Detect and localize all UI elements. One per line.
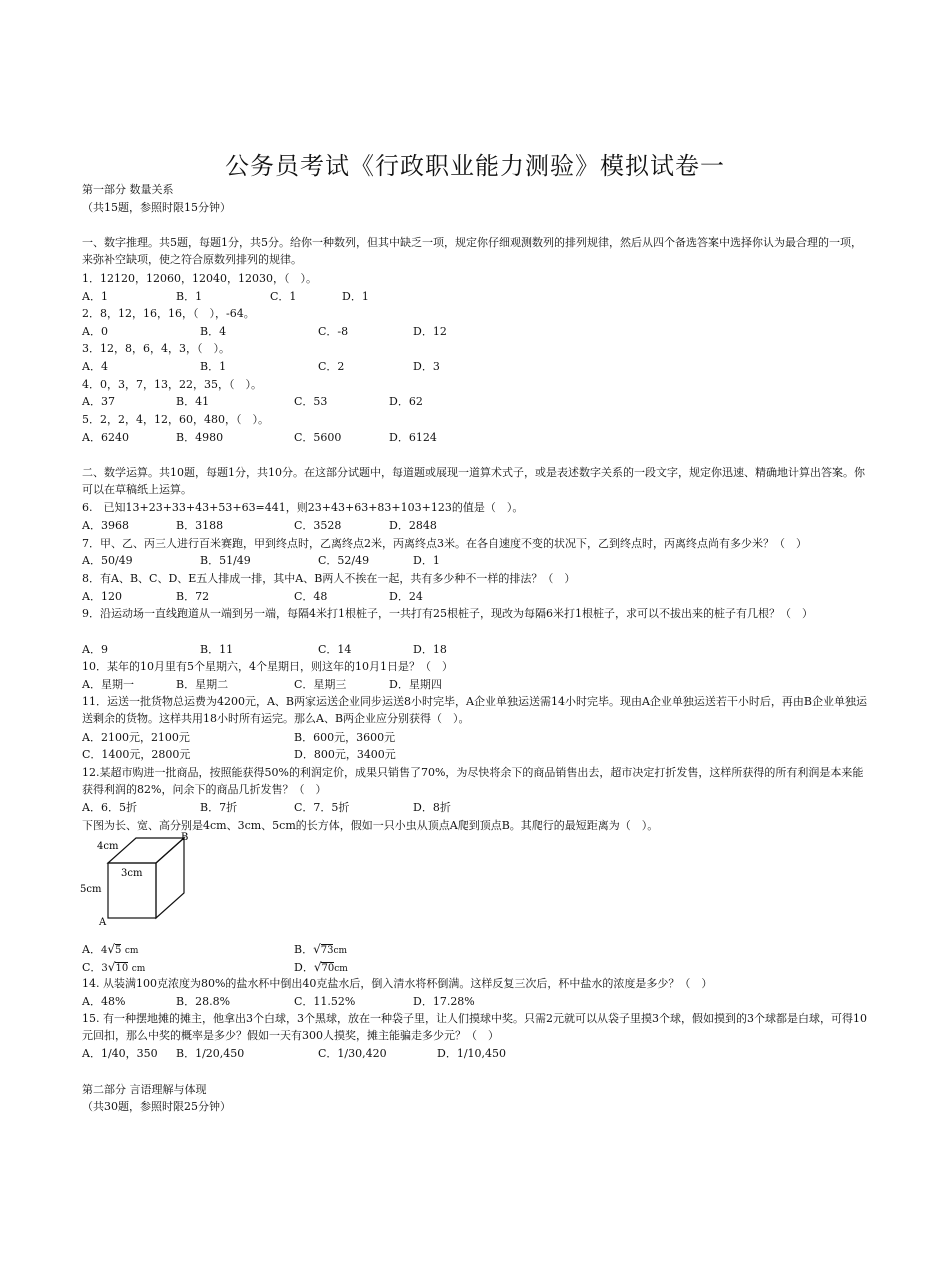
q6-option-a: A．3968 bbox=[82, 519, 129, 532]
q13-option-c-radicand: 10 bbox=[115, 963, 129, 974]
q15-option-b: B．1/20,450 bbox=[176, 1047, 245, 1060]
q8-option-b: B．72 bbox=[176, 590, 210, 603]
question-9: 9．沿运动场一直线跑道从一端到另一端，每隔4米打1根桩子，一共打有25根桩子，现改为每隔6米打1根桩子，求可以不拔出来的桩子有几根？（ ） bbox=[82, 607, 813, 620]
q2-option-c: C．-8 bbox=[318, 325, 349, 338]
question-14: 14. 从装满100克浓度为80%的盐水杯中倒出40克盐水后，倒入清水将杯倒满。这样反复三次后，杯中盐水的浓度是多少？（ ） bbox=[82, 977, 713, 990]
q1-option-a: A．1 bbox=[82, 290, 108, 303]
page-title: 公务员考试《行政职业能力测验》模拟试卷一 bbox=[225, 152, 725, 180]
part2-note: （共30题，参照时限25分钟） bbox=[82, 1100, 231, 1113]
q9-option-a: A．9 bbox=[82, 643, 108, 656]
part1-note: （共15题，参照时限15分钟） bbox=[82, 201, 231, 214]
q4-option-c: C．53 bbox=[294, 395, 328, 408]
q3-option-c: C．2 bbox=[318, 360, 345, 373]
q7-option-b: B．51/49 bbox=[200, 554, 251, 567]
q7-option-d: D．1 bbox=[413, 554, 440, 567]
q8-option-c: C．48 bbox=[294, 590, 328, 603]
q3-option-a: A．4 bbox=[82, 360, 108, 373]
q14-option-b: B．28.8% bbox=[176, 995, 231, 1008]
question-13: 下图为长、宽、高分别是4cm、3cm、5cm的长方体，假如一只小虫从顶点A爬到顶点B。其爬行的最短距离为（ ）。 bbox=[82, 819, 659, 832]
q9-option-c: C．14 bbox=[318, 643, 352, 656]
q14-option-c: C．11.52% bbox=[294, 995, 356, 1008]
q13-option-c-prefix: C． bbox=[82, 961, 102, 974]
q13-option-a-radicand: 5 bbox=[114, 945, 122, 956]
q13-option-a-coef: 4 bbox=[100, 945, 108, 956]
q13-option-a-prefix: A． bbox=[82, 943, 101, 956]
section2-intro: 二、数学运算。共10题，每题1分，共10分。在这部分试题中，每道题或展现一道算术式子，或是表述数字关系的一段文字，规定你迅速、精确地计算出答案。你可以在草稿纸上运算。 bbox=[82, 466, 865, 496]
label-width: 3cm bbox=[121, 868, 143, 879]
q10-option-b: B．星期二 bbox=[176, 678, 229, 691]
q14-option-a: A．48% bbox=[82, 995, 126, 1008]
q5-option-c: C．5600 bbox=[294, 431, 342, 444]
question-10: 10．某年的10月里有5个星期六，4个星期日，则这年的10月1日是？（ ） bbox=[82, 660, 453, 673]
q4-option-a: A．37 bbox=[82, 395, 115, 408]
part2-heading: 第二部分 言语理解与体现 bbox=[82, 1083, 207, 1096]
cuboid-diagram bbox=[80, 830, 192, 926]
q14-option-d: D．17.28% bbox=[413, 995, 475, 1008]
q13-option-b-radicand: 73 bbox=[320, 945, 334, 956]
question-3: 3．12，8，6，4，3，（ ）。 bbox=[82, 342, 230, 355]
q12-option-a: A．6．5折 bbox=[82, 801, 137, 814]
sqrt-icon: √ bbox=[107, 942, 115, 956]
q1-option-d: D．1 bbox=[342, 290, 369, 303]
q6-option-b: B．3188 bbox=[176, 519, 224, 532]
q7-option-a: A．50/49 bbox=[82, 554, 133, 567]
q3-option-d: D．3 bbox=[413, 360, 440, 373]
q13-option-b-unit: cm bbox=[333, 946, 348, 956]
vertex-b-label: B bbox=[181, 832, 189, 843]
q12-option-b: B．7折 bbox=[200, 801, 238, 814]
q13-option-a-unit: cm bbox=[124, 946, 139, 956]
q12-option-d: D．8折 bbox=[413, 801, 451, 814]
q8-option-d: D．24 bbox=[389, 590, 423, 603]
q13-option-b bbox=[294, 941, 347, 960]
label-height: 5cm bbox=[80, 884, 102, 895]
q13-option-b-prefix: B． bbox=[294, 943, 314, 956]
q10-option-a: A．星期一 bbox=[82, 678, 134, 691]
sqrt-icon: √ bbox=[313, 960, 322, 974]
q12-option-c: C．7．5折 bbox=[294, 801, 350, 814]
sqrt-icon: √ bbox=[107, 960, 116, 974]
question-5: 5．2，2，4，12，60，480，（ ）。 bbox=[82, 413, 269, 426]
cuboid-side-face bbox=[156, 838, 184, 918]
q5-option-d: D．6124 bbox=[389, 431, 437, 444]
part1-heading: 第一部分 数量关系 bbox=[82, 183, 174, 196]
q13-option-c-coef: 3 bbox=[101, 963, 108, 974]
cuboid-top-face bbox=[108, 838, 184, 863]
question-7: 7．甲、乙、丙三人进行百米赛跑，甲到终点时，乙离终点2米，丙离终点3米。在各自速度不变的状况下，乙到终点时，丙离终点尚有多少米？（ ） bbox=[82, 537, 807, 550]
q13-option-d-unit: cm bbox=[334, 964, 348, 974]
q2-option-a: A．0 bbox=[82, 325, 108, 338]
q13-option-d-prefix: D． bbox=[294, 961, 314, 974]
q4-option-d: D．62 bbox=[389, 395, 423, 408]
q4-option-b: B．41 bbox=[176, 395, 210, 408]
question-6: 6. 已知13+23+33+43+53+63=441，则23+43+63+83+103+123的值是（ ）。 bbox=[82, 501, 524, 514]
q15-option-c: C．1/30,420 bbox=[318, 1047, 387, 1060]
q10-option-d: D．星期四 bbox=[389, 678, 442, 691]
q15-option-d: D．1/10,450 bbox=[437, 1047, 507, 1060]
q11-option-c: C．1400元，2800元 bbox=[82, 748, 191, 761]
q7-option-c: C．52/49 bbox=[318, 554, 370, 567]
q11-option-a: A．2100元，2100元 bbox=[82, 731, 190, 744]
q6-option-d: D．2848 bbox=[389, 519, 437, 532]
q2-option-b: B．4 bbox=[200, 325, 227, 338]
q15-option-a: A．1/40，350 bbox=[82, 1047, 158, 1060]
q5-option-b: B．4980 bbox=[176, 431, 224, 444]
question-15: 15. 有一种摆地摊的摊主，他拿出3个白球，3个黑球，放在一种袋子里，让人们摸球中奖。只需2元就可以从袋子里摸3个球，假如摸到的3个球都是白球，可得10元回扣，那么中奖的概率是多少？假如一天有300人摸奖，摊主能骗走多少元？（ ） bbox=[82, 1012, 867, 1042]
q1-option-c: C．1 bbox=[270, 290, 297, 303]
question-12: 12.某超市购进一批商品，按照能获得50%的利润定价，成果只销售了70%，为尽快将余下的商品销售出去，超市决定打折发售，这样所获得的所有利润是本来能获得利润的82%，问余下的商品几折发售？（ ） bbox=[82, 766, 864, 796]
q3-option-b: B．1 bbox=[200, 360, 227, 373]
q8-option-a: A．120 bbox=[82, 590, 122, 603]
q13-option-a bbox=[82, 941, 138, 960]
q9-option-b: B．11 bbox=[200, 643, 234, 656]
q2-option-d: D．12 bbox=[413, 325, 447, 338]
q10-option-c: C．星期三 bbox=[294, 678, 347, 691]
q11-option-d: D．800元，3400元 bbox=[294, 748, 396, 761]
sqrt-icon: √ bbox=[313, 942, 321, 956]
question-11: 11．运送一批货物总运费为4200元，A、B两家运送企业同步运送8小时完毕，A企业单独运送需14小时完毕。现由A企业单独运送若干小时后，再由B企业单独运送剩余的货物。这样共用18小时所有运完。那么A、B两企业应分别获得（ ）。 bbox=[82, 695, 867, 725]
q11-option-b: B．600元，3600元 bbox=[294, 731, 396, 744]
vertex-a-label: A bbox=[99, 917, 107, 926]
question-1: 1．12120，12060，12040，12030，（ ）。 bbox=[82, 272, 317, 285]
question-8: 8．有A、B、C、D、E五人排成一排，其中A、B两人不挨在一起，共有多少种不一样的排法？（ ） bbox=[82, 572, 576, 585]
question-4: 4．0，3，7，13，22，35，（ ）。 bbox=[82, 378, 262, 391]
label-length: 4cm bbox=[97, 841, 119, 852]
q9-option-d: D．18 bbox=[413, 643, 447, 656]
question-2: 2．8，12，16，16，（ ），-64。 bbox=[82, 307, 255, 320]
q13-option-d-radicand: 70 bbox=[321, 963, 335, 974]
section1-intro: 一、数字推理。共5题，每题1分，共5分。给你一种数列，但其中缺乏一项，规定你仔细观测数列的排列规律，然后从四个备选答案中选择你认为最合理的一项，来弥补空缺项，使之符合原数列排列的规律。 bbox=[82, 236, 862, 266]
q1-option-b: B．1 bbox=[176, 290, 203, 303]
q13-option-c-unit: cm bbox=[131, 964, 146, 974]
q5-option-a: A．6240 bbox=[82, 431, 129, 444]
q6-option-c: C．3528 bbox=[294, 519, 342, 532]
